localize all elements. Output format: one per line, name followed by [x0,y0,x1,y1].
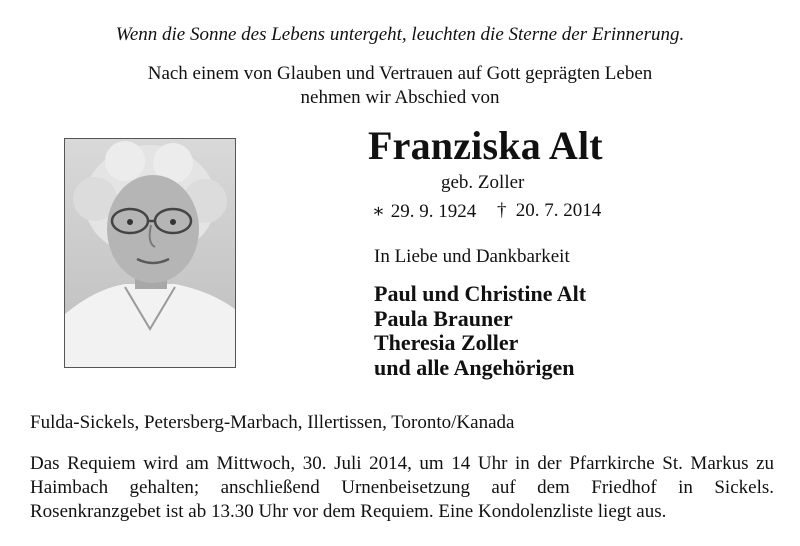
intro-text [0,62,800,110]
death-date-line [497,200,601,222]
requiem-announcement: Das Requiem wird am Mittwoch, 30. Juli 2014, um 14 Uhr in der Pfarrkirche St. Markus zu Haimbach gehalten; anschließend Urnenbeisetzung auf dem Friedhof in Sickels. Rosenkranzgebet ist ab 13.30 Uhr vor dem Requiem. Eine Kondolenzliste liegt aus. [30,453,774,522]
memorial-quote: Wenn die Sonne des Lebens untergeht, leuchten die Sterne der Erinnerung. [115,24,685,45]
birth-star-icon: ∗ [372,201,385,222]
mourner-item: Paul und Christine Alt [374,281,587,306]
birth-date-line [372,200,476,223]
mourners-list [374,282,586,380]
portrait-photo [64,138,236,368]
portrait-image [65,139,235,367]
mourner-item: und alle Angehörigen [374,354,575,380]
mourner-item: Theresia Zoller [374,330,519,355]
death-date: 20. 7. 2014 [515,200,602,221]
maiden-name: geb. Zoller [441,172,525,193]
death-cross-icon: † [497,200,507,221]
intro-line-2: nehmen wir Abschied von [300,87,500,108]
places-line: Fulda-Sickels, Petersberg-Marbach, Illertissen, Toronto/Kanada [30,412,515,433]
mourner-item: Paula Brauner [374,305,513,331]
deceased-name: Franziska Alt [368,123,603,168]
birth-date: 29. 9. 1924 [390,201,477,222]
love-line: In Liebe und Dankbarkeit [374,246,570,267]
intro-line-1: Nach einem von Glauben und Vertrauen auf Gott geprägten Leben [147,63,653,84]
